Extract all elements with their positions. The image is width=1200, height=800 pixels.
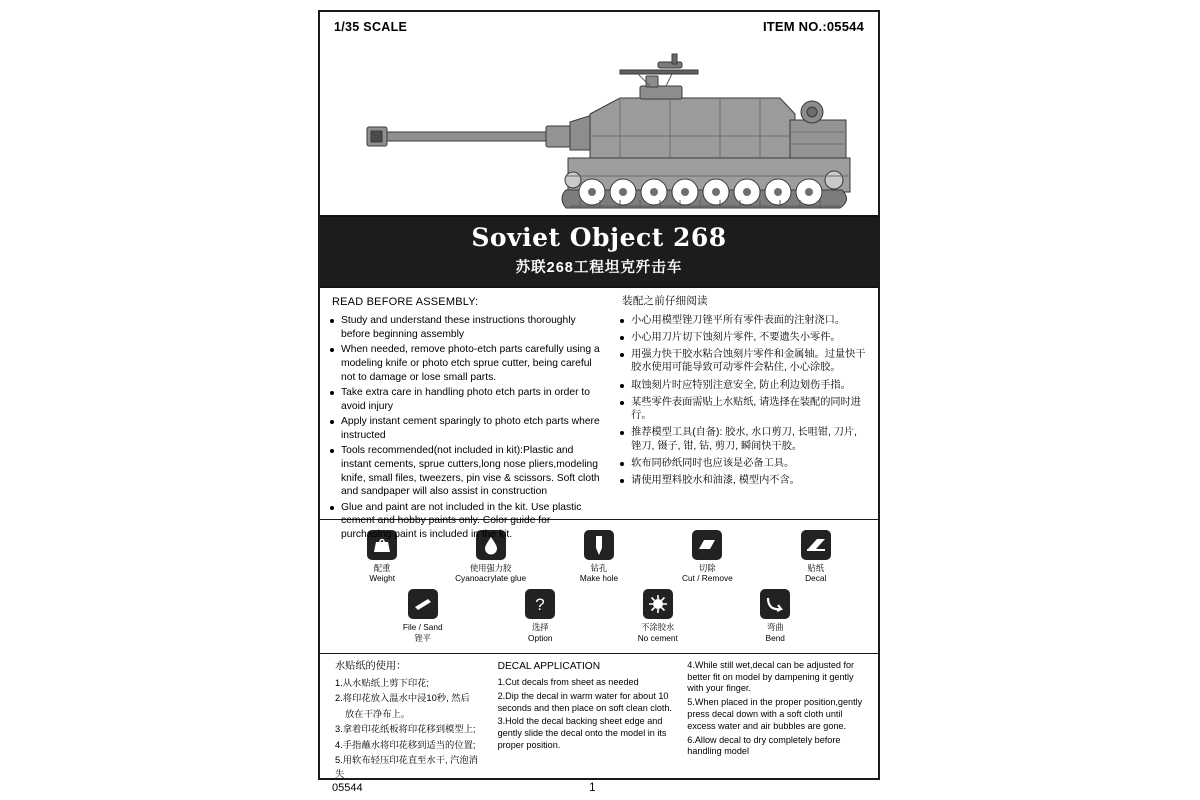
decal-chinese-heading: 水贴纸的使用： (335, 660, 407, 672)
list-item: 某些零件表面需贴上水贴纸, 请选择在装配的同时进行。 (620, 396, 868, 423)
list-item: 4.While still wet,decal can be adjusted for better fit on model by dampening it gently with your finger. (687, 659, 855, 694)
legend-item-file-sand (375, 589, 470, 643)
instructions-chinese-column (610, 295, 878, 511)
sheet-footer (318, 782, 880, 794)
legend-label-cn: 锉平 (414, 632, 432, 643)
legend-item-option (493, 589, 588, 643)
list-item: 2.Dip the decal in warm water for about 10 seconds and then place on soft clean cloth. (497, 690, 673, 713)
list-item: 3.Hold the decal backing sheet edge and gently slide the decal onto the model in its proper position. (497, 716, 667, 751)
legend-item-cut-remove (660, 530, 755, 584)
list-item: 6.Allow decal to dry completely before handling model (687, 734, 841, 757)
list-item: Tools recommended(not included in kit):Plastic and instant cements, sprue cutters,long nose pliers,modeling knife, small files, tweezers, pin vise & scissors. Soft cloth and sandpaper will also assist in construction (330, 444, 600, 498)
title-bar (320, 215, 878, 288)
page-number: 1 (589, 782, 596, 794)
legend-label-en: Decal (805, 573, 827, 584)
list-item: Study and understand these instructions thoroughly before beginning assembly (330, 314, 600, 341)
product-artwork (320, 40, 878, 215)
legend-label-en: No cement (637, 632, 678, 643)
no-cement-icon (643, 589, 673, 619)
legend-label-cn: 切除 (699, 562, 716, 573)
list-item: Glue and paint are not included in the kit. Use plastic cement and hobby paints only. Color guide for purchasing paint is included in the kit. (330, 501, 600, 542)
legend-item-no-cement (610, 589, 705, 643)
legend-label-cn: 钻孔 (590, 562, 608, 573)
instructions-chinese-heading: 装配之前仔细阅读 (622, 294, 708, 307)
decal-english-steps-right (687, 660, 863, 759)
option-icon (525, 589, 555, 619)
read-before-assembly-section (320, 288, 878, 540)
instructions-english-heading: READ BEFORE ASSEMBLY: (332, 295, 479, 308)
legend-label-cn: 弯曲 (766, 622, 784, 633)
list-item: 5.When placed in the proper position,gently press decal down with a soft cloth until excess water and air bubbles are gone. (687, 697, 863, 731)
sheet-header (320, 12, 878, 40)
list-item: 软布同砂纸同时也应该是必备工具。 (620, 457, 868, 470)
legend-label-en: Bend (765, 632, 785, 643)
legend-label-en: Option (528, 632, 553, 643)
list-item: When needed, remove photo-etch parts carefully using a modeling knife or photo etch sprue cutter, being careful not to damage or lose small parts. (330, 343, 600, 384)
list-item: 请使用塑料胶水和油漆, 模型内不含。 (620, 474, 868, 487)
legend-label-en: Cut / Remove (681, 573, 733, 584)
list-item: 3.拿着印花纸板将印花移到模型上; (335, 724, 476, 735)
list-item: 2.将印花放入温水中浸10秒, 然后 (335, 693, 470, 704)
symbol-legend-row-2 (328, 589, 870, 643)
product-title-chinese: 苏联268工程坦克歼击车 (515, 259, 683, 276)
list-item: Take extra care in handling photo etch parts in order to avoid injury (330, 386, 600, 413)
decal-english-steps-left (498, 677, 674, 752)
instruction-sheet (318, 10, 880, 780)
file-sand-icon (408, 589, 438, 619)
instructions-chinese-list (620, 314, 868, 488)
legend-label-en: Cyanoacrylate glue (455, 573, 527, 584)
list-item: 1.Cut decals from sheet as needed (497, 677, 639, 687)
footer-item-code: 05544 (332, 782, 363, 794)
list-item: 5.用软布轻压印花直至水干, 汽泡消失 (335, 755, 479, 779)
decal-application-section (320, 654, 878, 788)
legend-label-en: File / Sand (402, 622, 443, 633)
product-title-english: Soviet Object 268 (471, 223, 727, 252)
legend-label-en: Make hole (579, 573, 619, 584)
legend-label-cn: 使用强力胶 (469, 562, 512, 573)
legend-item-decal (768, 530, 863, 584)
decal-english-heading: DECAL APPLICATION (497, 660, 601, 672)
instructions-english-column (320, 295, 610, 540)
decal-english-column-right (680, 660, 870, 784)
list-item: 1.从水贴纸上剪下印花; (335, 678, 430, 688)
list-item: 放在干净布上。 (345, 708, 411, 719)
legend-label-cn: 配重 (373, 562, 391, 573)
decal-english-column-left (491, 660, 681, 784)
list-item: 推荐模型工具(自备): 胶水, 水口剪刀, 长咀钳, 刀片, 锉刀, 镊子, 钳, 钻, 剪刀, 瞬间快干胶。 (620, 426, 868, 453)
legend-item-bend (728, 589, 823, 643)
scale-label: 1/35 SCALE (334, 20, 408, 34)
decal-chinese-steps (335, 677, 484, 781)
list-item: 取蚀刻片时应特别注意安全, 防止利边划伤手指。 (620, 379, 868, 392)
decal-icon (801, 530, 831, 560)
legend-label-cn: 不涂胶水 (641, 622, 675, 633)
legend-label-cn: 选择 (531, 622, 549, 633)
list-item: 小心用模型锉刀锉平所有零件表面的注射浇口。 (620, 314, 868, 327)
list-item: Apply instant cement sparingly to photo etch parts where instructed (330, 415, 600, 442)
legend-label-cn: 贴纸 (807, 562, 825, 573)
soviet-object-268-illustration (320, 40, 878, 215)
legend-label-en: Weight (369, 573, 396, 584)
instructions-english-list (330, 314, 600, 541)
list-item: 小心用刀片切下蚀刻片零件, 不要遗失小零件。 (620, 331, 868, 344)
list-item: 4.手指蘸水将印花移到适当的位置; (335, 739, 476, 750)
decal-chinese-column (328, 660, 491, 784)
item-number-label: ITEM NO.:05544 (762, 19, 864, 34)
svg-text:?: ? (535, 595, 545, 615)
list-item: 用强力快干胶水粘合蚀刻片零件和金属轴。过量快干胶水使用可能导致可动零件会粘住, 小心涂胶。 (620, 348, 868, 375)
bend-icon (760, 589, 790, 619)
cut-remove-icon (692, 530, 722, 560)
